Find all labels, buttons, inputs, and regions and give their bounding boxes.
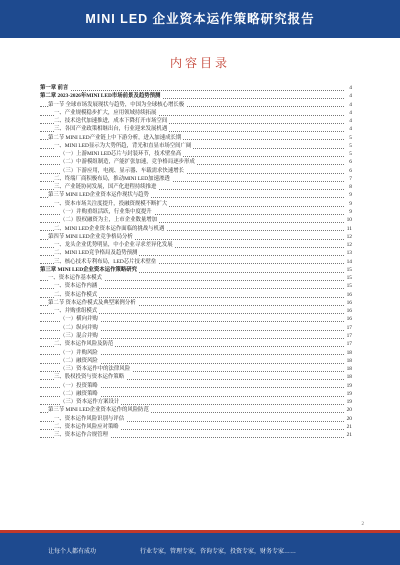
toc-entry-text: 一、资本运作基本模式: [48, 275, 102, 282]
toc-entry[interactable]: [40, 183, 352, 191]
toc-entry-text: 第三节 MINI LED企业资本运作的风险防范: [48, 407, 149, 414]
toc-entry[interactable]: [40, 117, 352, 125]
toc-entry-text: （三）资本运作方案设计: [60, 399, 120, 406]
toc-entry[interactable]: [40, 266, 352, 274]
toc-entry-text: 二、技术迭代加速推进，成本下降打开市场空间: [54, 118, 168, 125]
toc-entry-page: 18: [346, 349, 352, 356]
toc-entry-text: （一）投资策略: [60, 382, 98, 389]
toc-entry-text: 第三节 MINI LED企业资本运作现状与趋势: [48, 192, 149, 199]
toc-entry-page: 4: [349, 101, 352, 108]
toc-entry-text: 二、资本运作风险应对策略: [54, 423, 119, 430]
toc-entry-page: 9: [349, 192, 352, 199]
toc-entry[interactable]: [40, 299, 352, 307]
toc-entry-text: 三、产业链协同发展，国产化进程持续推进: [54, 184, 157, 191]
toc-entry-page: 9: [349, 200, 352, 207]
toc-entry-text: 二、资本运作模式: [54, 291, 98, 298]
toc-entry[interactable]: [40, 258, 352, 266]
toc-entry[interactable]: [40, 142, 352, 150]
toc-entry-text: 第三章 MINI LED企业资本运作策略研究: [40, 266, 138, 273]
toc-entry-text: （二）股权融资为主，上市企业数量增加: [60, 217, 158, 224]
toc-entry[interactable]: [40, 200, 352, 208]
toc-entry-page: 11: [346, 225, 352, 232]
toc-entry-text: 二、终端厂商积极布局，推动MINI LED加速渗透: [54, 175, 170, 182]
toc-entry-page: 17: [346, 324, 352, 331]
toc-entry[interactable]: [40, 167, 352, 175]
toc-entry-text: （二）纵向并购: [60, 324, 98, 331]
toc-entry[interactable]: [40, 216, 352, 224]
toc-entry[interactable]: [40, 365, 352, 373]
toc-entry-text: （三）混合并购: [60, 332, 98, 339]
toc-entry-text: 第一章 前言: [40, 85, 69, 91]
footer-bar: [0, 530, 400, 565]
toc-entry[interactable]: [40, 274, 352, 282]
toc-entry-page: 14: [346, 258, 352, 265]
page-number: 2: [361, 522, 364, 527]
toc-entry-page: 15: [346, 275, 352, 282]
toc-entry[interactable]: [40, 150, 352, 158]
toc-entry[interactable]: [40, 382, 352, 390]
toc-entry-page: 12: [346, 242, 352, 249]
toc-entry[interactable]: [40, 101, 352, 109]
toc-entry[interactable]: [40, 109, 352, 117]
footer-slogan: 让每个人都有成功: [48, 549, 97, 555]
toc-entry-page: 18: [346, 366, 352, 373]
toc-entry[interactable]: [40, 125, 352, 133]
toc-entry-page: 7: [349, 175, 352, 182]
toc-entry-text: （三）资本运作中的法律风险: [60, 366, 131, 373]
toc-entry-text: 一、产业规模稳步扩大，应用领域持续拓展: [54, 109, 157, 116]
toc-entry[interactable]: [40, 340, 352, 348]
toc-entry-page: 12: [346, 233, 352, 240]
toc-entry-text: （二）中游模组制造，产能扩张加速，竞争格局逐步形成: [60, 159, 195, 166]
toc-entry-text: 第二节 资本运作模式及典型案例分析: [48, 299, 136, 306]
toc-entry-page: 20: [346, 415, 352, 422]
toc-entry[interactable]: [40, 373, 352, 381]
toc-entry[interactable]: [40, 282, 352, 290]
toc-entry-page: 16: [346, 291, 352, 298]
toc-entry-text: 二、资本运作风险及防范: [54, 341, 114, 348]
toc-entry[interactable]: [40, 84, 352, 92]
toc-entry-page: 19: [346, 399, 352, 406]
toc-entry[interactable]: [40, 431, 352, 439]
dot-leader: [40, 90, 344, 91]
toc-entry-page: 5: [349, 142, 352, 149]
toc-entry-text: 三、核心技术专利布局，LED芯片技术壁垒: [54, 258, 157, 265]
toc-entry-page: 21: [346, 432, 352, 439]
toc-entry-text: （二）融资风险: [60, 357, 98, 364]
toc-entry[interactable]: [40, 315, 352, 323]
toc-entry[interactable]: [40, 423, 352, 431]
toc-entry-text: 一、资本运作风险识别与评估: [54, 415, 125, 422]
toc-entry-text: 第二章 2023-2026年MINI LED市场前景及趋势预测: [40, 93, 161, 100]
footer-tagline: 行业专家，管理专家，咨询专家，投资专家，财务专家……: [140, 549, 297, 555]
toc-entry[interactable]: [40, 191, 352, 199]
footer-accent-stripe: [0, 530, 400, 533]
toc-entry[interactable]: [40, 249, 352, 257]
toc-entry[interactable]: [40, 175, 352, 183]
toc-entry-page: 13: [346, 250, 352, 257]
toc-entry[interactable]: [40, 92, 352, 100]
toc-entry-page: 6: [349, 159, 352, 166]
toc-entry[interactable]: [40, 233, 352, 241]
toc-entry[interactable]: [40, 390, 352, 398]
toc-entry[interactable]: [40, 225, 352, 233]
report-title: MINI LED 企业资本运作策略研究报告: [85, 12, 315, 26]
toc-entry-page: 18: [346, 357, 352, 364]
toc-entry-text: 三、各国产业政策相继出台，行业迎来发展机遇: [54, 126, 168, 133]
toc-entry[interactable]: [40, 332, 352, 340]
toc-entry[interactable]: [40, 406, 352, 414]
toc-entry-text: 一、资本市场关注度提升，投融资规模不断扩大: [54, 200, 168, 207]
toc-entry-text: （二）融资策略: [60, 390, 98, 397]
table-of-contents: [40, 84, 352, 439]
toc-entry[interactable]: [40, 241, 352, 249]
toc-entry-page: 5: [349, 134, 352, 141]
toc-entry[interactable]: [40, 349, 352, 357]
toc-entry[interactable]: [40, 415, 352, 423]
toc-entry-page: 17: [346, 341, 352, 348]
toc-entry-text: 第一节 全球市场发展现状与趋势，中国为全球核心增长极: [48, 101, 185, 108]
toc-entry-page: 19: [346, 390, 352, 397]
toc-entry-page: 19: [346, 382, 352, 389]
toc-entry-page: 17: [346, 332, 352, 339]
toc-entry-page: 20: [346, 407, 352, 414]
toc-entry[interactable]: [40, 208, 352, 216]
toc-entry-page: 16: [346, 316, 352, 323]
toc-entry[interactable]: [40, 307, 352, 315]
toc-entry-page: 16: [346, 308, 352, 315]
toc-entry-text: 三、股权投资与资本运作策略: [54, 374, 125, 381]
toc-entry-text: 二、MINI LED竞争格局及趋势预测: [54, 250, 138, 257]
toc-entry-text: 第二节 MINI LED产业链上中下游分析，进入加速成长期: [48, 134, 182, 141]
toc-entry-text: 一、并购重组模式: [54, 308, 98, 315]
toc-entry-text: 三、资本运作合规管理: [54, 432, 108, 439]
toc-entry-page: 4: [349, 93, 352, 100]
toc-entry-page: 6: [349, 167, 352, 174]
toc-entry-page: 8: [349, 184, 352, 191]
toc-entry-text: 二、MINI LED企业资本运作面临的挑战与机遇: [54, 225, 165, 232]
toc-entry-page: 9: [349, 208, 352, 215]
toc-entry-page: 4: [349, 118, 352, 125]
toc-entry-page: 21: [346, 423, 352, 430]
toc-entry-text: 一、龙头企业优势明显，中小企业寻求差异化发展: [54, 242, 173, 249]
toc-entry-text: （一）横向并购: [60, 316, 98, 323]
toc-entry[interactable]: [40, 134, 352, 142]
toc-entry-page: 5: [349, 151, 352, 158]
toc-entry[interactable]: [40, 398, 352, 406]
toc-entry[interactable]: [40, 158, 352, 166]
toc-entry-text: 一、资本运作内涵: [54, 283, 98, 290]
report-header-bar: [0, 0, 400, 38]
toc-entry[interactable]: [40, 324, 352, 332]
toc-entry-text: （一）并购风险: [60, 349, 98, 356]
toc-entry-page: 15: [346, 266, 352, 273]
toc-entry[interactable]: [40, 291, 352, 299]
toc-entry-page: 16: [346, 299, 352, 306]
toc-entry-page: 4: [349, 85, 352, 91]
toc-entry-text: （一）上游MINI LED芯片与封装环节，技术壁垒高: [60, 151, 182, 158]
toc-entry-page: 15: [346, 283, 352, 290]
toc-entry-text: （一）并购重组活跃，行业集中度提升: [60, 208, 152, 215]
toc-heading: 内容目录: [169, 56, 230, 70]
toc-entry-page: 18: [346, 374, 352, 381]
toc-entry-page: 4: [349, 126, 352, 133]
toc-entry-text: （三）下游应用，电视、显示器、车载需求快速增长: [60, 167, 184, 174]
toc-entry-page: 4: [349, 109, 352, 116]
toc-entry[interactable]: [40, 357, 352, 365]
toc-entry-text: 第四节 MINI LED企业竞争格局分析: [48, 233, 133, 240]
toc-entry-text: 一、MINI LED显示为大势所趋，背光和直显市场空间广阔: [54, 142, 192, 149]
toc-entry-page: 10: [346, 217, 352, 224]
